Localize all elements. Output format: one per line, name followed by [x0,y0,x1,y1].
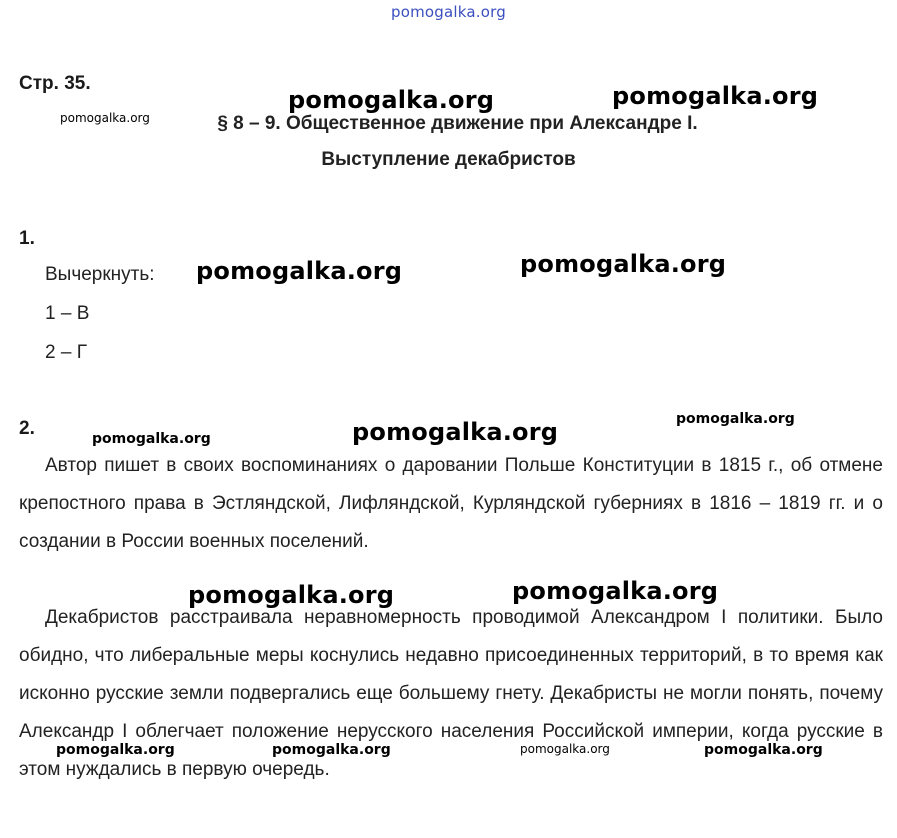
watermark-text: pomogalka.org [92,431,211,447]
question-2-paragraph-1: Автор пишет в своих воспоминаниях о даровании Польше Конституции в 1815 г., об отмене крепостного права в Эстляндской, Лифляндской, Курляндской губерниях в 1816 – 1819 гг. и о создании в России военных поселений. [19,455,883,552]
watermark-text: pomogalka.org [512,577,719,605]
watermark-text: pomogalka.org [612,82,819,110]
watermark-text: pomogalka.org [60,111,150,125]
section-subtitle: Выступление декабристов [321,149,576,170]
watermark-text: pomogalka.org [188,581,395,609]
question-1-answer-1: 1 – В [45,303,90,324]
watermark-text: pomogalka.org [520,742,610,756]
page-number: Стр. 35. [19,73,91,94]
watermark-text: pomogalka.org [288,86,495,114]
watermark-text: pomogalka.org [520,250,727,278]
question-1-answer-2: 2 – Г [45,342,87,363]
watermark-text: pomogalka.org [56,742,175,758]
watermark-text: pomogalka.org [676,411,795,427]
watermark-text: pomogalka.org [196,257,403,285]
section-title: § 8 – 9. Общественное движение при Александре I. [217,113,698,134]
watermark-text: pomogalka.org [352,418,559,446]
watermark-text: pomogalka.org [272,742,391,758]
site-header-link[interactable]: pomogalka.org [391,3,506,21]
question-1-number: 1. [19,228,35,249]
question-2-paragraph-2: Декабристов расстраивала неравномерность проводимой Александром I политики. Было обидно, что либеральные меры коснулись недавно присоединенных территорий, в то время как исконно русские земли подвергались еще большему гнету. Декабристы не могли понять, почему Александр I облегчает положение нерусского населения Российской империи, когда русские в этом нуждались в первую очередь. [19,607,883,780]
watermark-text: pomogalka.org [704,742,823,758]
question-2-number: 2. [19,418,35,439]
question-1-label: Вычеркнуть: [45,264,155,285]
